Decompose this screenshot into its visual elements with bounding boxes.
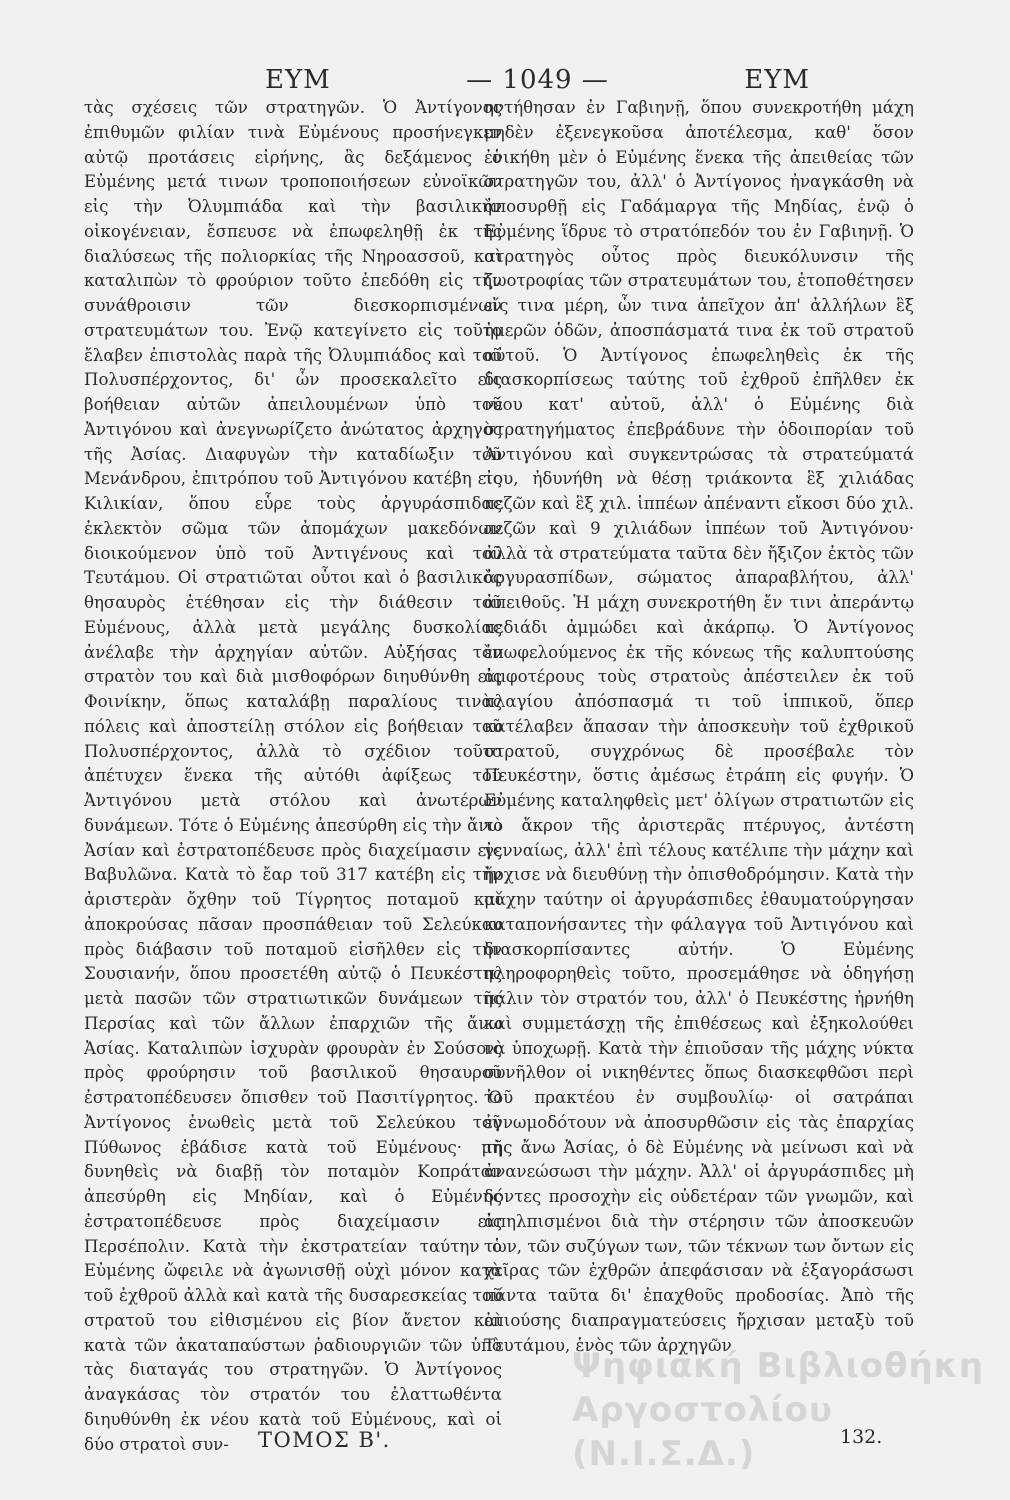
volume-label: ΤΟΜΟΣ Β'. <box>258 1428 391 1452</box>
watermark-line-1: Ψηφιακή Βιβλιοθήκη <box>572 1346 985 1386</box>
page-number: — 1049 — <box>466 65 609 95</box>
running-header <box>90 60 950 100</box>
watermark-line-2: Αργοστολίου (Ν.Ι.Σ.Δ.) <box>572 1390 833 1474</box>
right-column <box>484 96 914 1358</box>
header-left: ΕΥΜ <box>265 65 331 95</box>
signature-mark: 132. <box>840 1426 883 1448</box>
header-right: ΕΥΜ <box>744 65 810 95</box>
left-column-text: τὰς σχέσεις τῶν στρατηγῶν. Ὁ Ἀντίγονος ἐπιθυμῶν φιλίαν τινὰ Εὐμένους προσήνεγκεν αὐτῷ προτάσεις εἰρήνης, ἃς δεξάμενος ὁ Εὐμένης μετά τινων τροποποιήσεων εὐνοϊκῶν εἰς τὴν Ὀλυμπιάδα καὶ τὴν βασιλικὴν οἰκογένειαν, ἔσπευσε νὰ ἐπωφεληθῇ ἐκ τῆς διαλύσεως τῆς πολιορκίας τῆς Νηροασσοῦ, καὶ καταλιπὼν τὸ φρούριον τοῦτο ἐπεδόθη εἰς τὴν συνάθροισιν τῶν διεσκορπισμένων στρατευμάτων του. Ἐνῷ κατεγίνετο εἰς τοῦτο ἔλαβεν ἐπιστολὰς παρὰ τῆς Ὀλυμπιάδος καὶ τοῦ Πολυσπέρχοντος, δι' ὧν προσεκαλεῖτο εἰς βοήθειαν αὐτῶν ἀπειλουμένων ὑπὸ τοῦ Ἀντιγόνου καὶ ἀνεγνωρίζετο ἀνώτατος ἀρχηγὸς τῆς Ἀσίας. Διαφυγὼν τὴν καταδίωξιν τοῦ Μενάνδρου, ἐπιτρόπου τοῦ Ἀντιγόνου κατέβη εἰς Κιλικίαν, ὅπου εὗρε τοὺς ἀργυράσπιδας ἐκλεκτὸν σῶμα τῶν ἀπομάχων μακεδόνων διοικούμενον ὑπὸ τοῦ Ἀντιγένους καὶ τοῦ Τευτάμου. Οἱ στρατιῶται οὗτοι καὶ ὁ βασιλικὸς θησαυρὸς ἐτέθησαν εἰς τὴν διάθεσιν τοῦ Εὐμένους, ἀλλὰ μετὰ μεγάλης δυσκολίας ἀνέλαβε τὴν ἀρχηγίαν αὐτῶν. Αὐξήσας τὸν στρατὸν του καὶ διὰ μισθοφόρων διηυθύνθη εἰς Φοινίκην, ὅπως καταλάβῃ παραλίους τινὰς πόλεις καὶ ἀποστείλῃ στόλον εἰς βοήθειαν τοῦ Πολυσπέρχοντος, ἀλλὰ τὸ σχέδιον τοῦτο ἀπέτυχεν ἕνεκα τῆς αὐτόθι ἀφίξεως τοῦ Ἀντιγόνου μετὰ στόλου καὶ ἀνωτέρων δυνάμεων. Τότε ὁ Εὐμένης ἀπεσύρθη εἰς τὴν ἄνω Ἀσίαν καὶ ἐστρατοπέδευσε πρὸς διαχείμασιν εἰς Βαβυλῶνα. Κατὰ τὸ ἔαρ τοῦ 317 κατέβη εἰς τὴν ἀριστερὰν ὄχθην τοῦ Τίγρητος ποταμοῦ καὶ ἀποκρούσας πᾶσαν προσπάθειαν τοῦ Σελεύκου πρὸς διάβασιν τοῦ ποταμοῦ εἰσῆλθεν εἰς τὴν Σουσιανήν, ὅπου προσετέθη αὐτῷ ὁ Πευκέστης μετὰ πασῶν τῶν στρατιωτικῶν δυνάμεων τῆς Περσίας καὶ τῶν ἄλλων ἐπαρχιῶν τῆς ἄνω Ἀσίας. Καταλιπὼν ἰσχυρὰν φρουρὰν ἐν Σούσοις πρὸς φρούρησιν τοῦ βασιλικοῦ θησαυροῦ ἐστρατοπέδευσεν ὄπισθεν τοῦ Πασιτίγρητος. Ὁ Ἀντίγονος ἑνωθεὶς μετὰ τοῦ Σελεύκου τοῦ Πύθωνος ἐβάδισε κατὰ τοῦ Εὐμένους· μὴ δυνηθεὶς νὰ διαβῇ τὸν ποταμὸν Κοπράταν ἀπεσύρθη εἰς Μηδίαν, καὶ ὁ Εὐμένης ἐστρατοπέδευσε πρὸς διαχείμασιν εἰς Περσέπολιν. Κατὰ τὴν ἐκστρατείαν ταύτην ὁ Εὐμένης ὤφειλε νὰ ἀγωνισθῇ οὐχὶ μόνον κατὰ τοῦ ἐχθροῦ ἀλλὰ καὶ κατὰ τῆς δυσαρεσκείας τοῦ στρατοῦ του εἰθισμένου εἰς βίον ἄνετον καὶ κατὰ τῶν ἀκαταπαύστων ῥαδιουργιῶν τῶν ὑπὸ τὰς διαταγάς του στρατηγῶν. Ὁ Ἀντίγονος ἀναγκάσας τὸν στρατόν του ἐλαττωθέντα διηυθύνθη ἐκ νέου κατὰ τοῦ Εὐμένους, καὶ οἱ δύο στρατοὶ συν- <box>84 98 502 1454</box>
left-column <box>84 96 502 1457</box>
library-watermark <box>572 1344 992 1476</box>
right-column-text: ηντήθησαν ἐν Γαβιηνῇ, ὅπου συνεκροτήθη μάχη μηδὲν ἐξενεγκοῦσα ἀποτέλεσμα, καθ' ὅσον ἐνικήθη μὲν ὁ Εὐμένης ἕνεκα τῆς ἀπειθείας τῶν στρατηγῶν του, ἀλλ' ὁ Ἀντίγονος ἠναγκάσθη νὰ ἀποσυρθῇ εἰς Γαδάμαργα τῆς Μηδίας, ἐνῷ ὁ Εὐμένης ἵδρυε τὸ στρατόπεδόν του ἐν Γαβιηνῇ. Ὁ στρατηγὸς οὗτος πρὸς διευκόλυνσιν τῆς ζωοτροφίας τῶν στρατευμάτων του, ἐτοποθέτησεν εἴς τινα μέρη, ὧν τινα ἀπεῖχον ἀπ' ἀλλήλων ἓξ ἡμερῶν ὁδῶν, ἀποσπάσματά τινα ἐκ τοῦ στρατοῦ αὐτοῦ. Ὁ Ἀντίγονος ἐπωφεληθεὶς ἐκ τῆς διασκορπίσεως ταύτης τοῦ ἐχθροῦ ἐπῆλθεν ἐκ νέου κατ' αὐτοῦ, ἀλλ' ὁ Εὐμένης διὰ στρατηγήματος ἐπεβράδυνε τὴν ὁδοιπορίαν τοῦ Ἀντιγόνου καὶ συγκεντρώσας τὰ στρατεύματά του, ἠδυνήθη νὰ θέσῃ τριάκοντα ἓξ χιλιάδας πεζῶν καὶ ἓξ χιλ. ἱππέων ἀπέναντι εἴκοσι δύο χιλ. πεζῶν καὶ 9 χιλιάδων ἱππέων τοῦ Ἀντιγόνου· ἀλλὰ τὰ στρατεύματα ταῦτα δὲν ἤξιζον ἐκτὸς τῶν ἀργυρασπίδων, σώματος ἀπαραβλήτου, ἀλλ' ἀπειθοῦς. Ἡ μάχη συνεκροτήθη ἔν τινι ἀπεράντῳ πεδιάδι ἀμμώδει καὶ ἀκάρπῳ. Ὁ Ἀντίγονος ἐπωφελούμενος ἐκ τῆς κόνεως τῆς καλυπτούσης ἀμφοτέρους τοὺς στρατοὺς ἀπέστειλεν ἐκ τοῦ πλαγίου ἀπόσπασμά τι τοῦ ἱππικοῦ, ὅπερ κατέλαβεν ἅπασαν τὴν ἀποσκευὴν τοῦ ἐχθρικοῦ στρατοῦ, συγχρόνως δὲ προσέβαλε τὸν Πευκέστην, ὅστις ἀμέσως ἐτράπη εἰς φυγήν. Ὁ Εὐμένης καταληφθεὶς μετ' ὀλίγων στρατιωτῶν εἰς τὸ ἄκρον τῆς ἀριστερᾶς πτέρυγος, ἀντέστη γενναίως, ἀλλ' ἐπὶ τέλους κατέλιπε τὴν μάχην καὶ ἤρχισε νὰ διευθύνῃ τὴν ὀπισθοδρόμησιν. Κατὰ τὴν μάχην ταύτην οἱ ἀργυράσπιδες ἐθαυματούργησαν καταπονήσαντες τὴν φάλαγγα τοῦ Ἀντιγόνου καὶ διασκορπίσαντες αὐτήν. Ὁ Εὐμένης πληροφορηθεὶς τοῦτο, προσεμάθησε νὰ ὁδηγήσῃ πάλιν τὸν στρατόν του, ἀλλ' ὁ Πευκέστης ἠρνήθη καὶ συμμετάσχῃ τῆς ἐπιθέσεως καὶ ἐξηκολούθει νὰ ὑποχωρῇ. Κατὰ τὴν ἐπιοῦσαν τῆς μάχης νύκτα συνῆλθον οἱ νικηθέντες ὅπως διασκεφθῶσι περὶ τοῦ πρακτέου ἐν συμβουλίῳ· οἱ σατράπαι ἐγνωμοδότουν νὰ ἀποσυρθῶσιν εἰς τὰς ἐπαρχίας τῆς ἄνω Ἀσίας, ὁ δὲ Εὐμένης νὰ μείνωσι καὶ νὰ ἀνανεώσωσι τὴν μάχην. Ἀλλ' οἱ ἀργυράσπιδες μὴ δόντες προσοχὴν εἰς οὐδετέραν τῶν γνωμῶν, καὶ ἀπηλπισμένοι διὰ τὴν στέρησιν τῶν ἀποσκευῶν των, τῶν συζύγων των, τῶν τέκνων των ὄντων εἰς χεῖρας τῶν ἐχθρῶν ἀπεφάσισαν νὰ ἐξαγοράσωσι πάντα ταῦτα δι' ἐπαχθοῦς προδοσίας. Ἀπὸ τῆς ἐπιούσης διαπραγματεύσεις ἤρχισαν μεταξὺ τοῦ Τευτάμου, ἑνὸς τῶν ἀρχηγῶν <box>484 98 914 1355</box>
